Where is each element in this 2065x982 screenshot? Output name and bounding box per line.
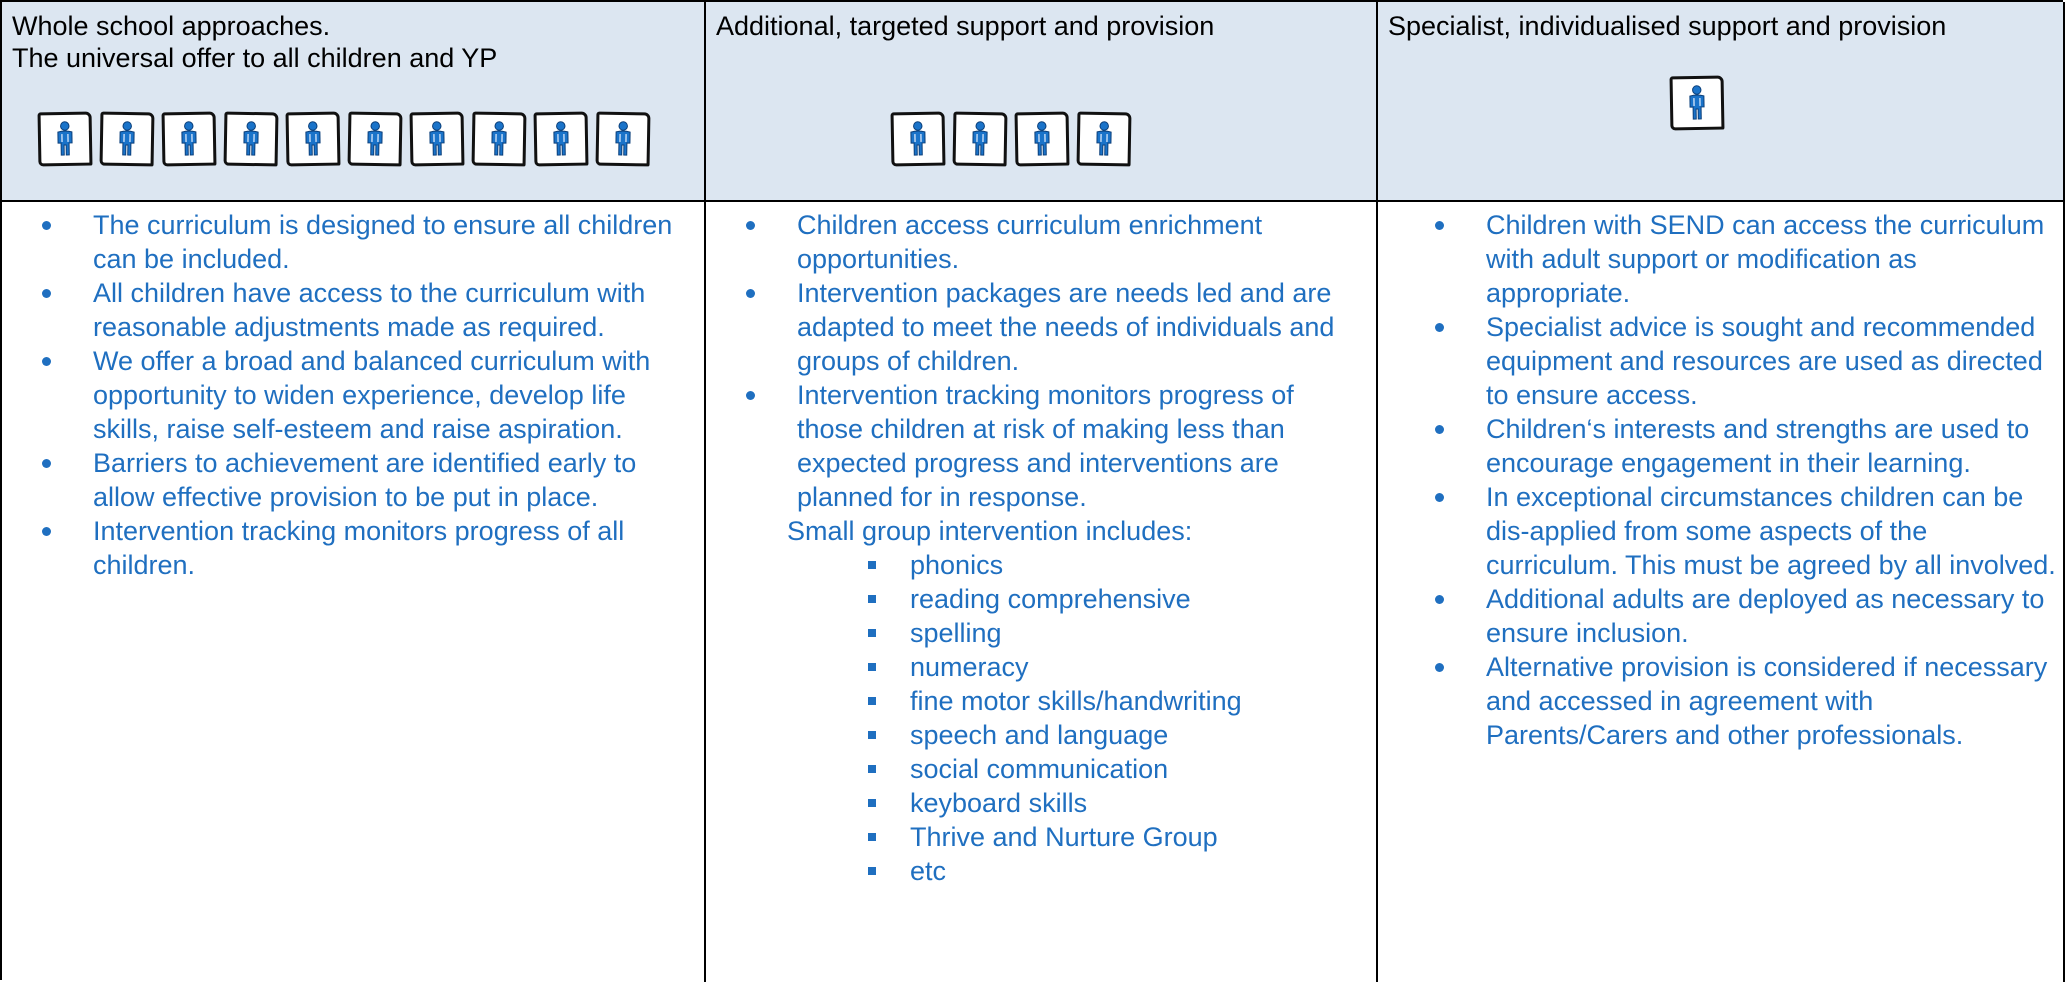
list-item [706,276,1366,378]
item-text: The curriculum is designed to ensure all children can be included. [93,210,672,274]
sub-item-text: speech and language [910,720,1168,750]
bullet-dot [42,527,51,536]
bullet-square [868,561,876,569]
sub-item-text: phonics [910,550,1003,580]
person-icon [410,112,465,167]
item-text: Alternative provision is considered if necessary and accessed in agreement with Parents/Carers and other professionals. [1486,652,2047,750]
bullet-dot [746,391,755,400]
list-item [2,208,692,276]
figure-row [891,112,1131,166]
bullet-square [868,765,876,773]
sub-list-item [706,752,1366,786]
sub-item-text: numeracy [910,652,1029,682]
sub-item-text: social communication [910,754,1168,784]
sub-list-item [706,582,1366,616]
sub-item-text: spelling [910,618,1002,648]
item-text: Specialist advice is sought and recommended equipment and resources are used as directed to ensure access. [1486,312,2043,410]
item-text: Children‘s interests and strengths are used to encourage engagement in their learning. [1486,414,2029,478]
bullet-dot [42,357,51,366]
item-text: Additional adults are deployed as necessary to ensure inclusion. [1486,584,2044,648]
bullet-dot [746,289,755,298]
bullet-dot [1435,663,1444,672]
item-text: All children have access to the curriculum with reasonable adjustments made as required. [93,278,645,342]
sub-list-item [706,854,1366,888]
sub-list-item [706,616,1366,650]
column-targeted-support [706,2,1378,982]
sub-item-text: fine motor skills/handwriting [910,686,1242,716]
person-icon [162,112,217,167]
column-body [706,202,1376,982]
sub-list-item [706,684,1366,718]
list-item [706,208,1366,276]
column-whole-school [2,2,706,982]
list-item [1378,582,2058,650]
title-line: The universal offer to all children and YP [12,42,497,74]
column-header [706,2,1376,202]
item-text: We offer a broad and balanced curriculum with opportunity to widen experience, develop life skills, raise self-esteem and raise aspiration. [93,346,650,444]
bullet-dot [42,289,51,298]
bullet-square [868,595,876,603]
item-text: Children with SEND can access the curriculum with adult support or modification as appropriate. [1486,210,2044,308]
column-title [12,10,497,74]
bullet-square [868,663,876,671]
list-item [2,514,692,582]
provision-list [2,208,692,582]
column-specialist-support [1378,2,2065,982]
intervention-list [706,548,1366,888]
sub-list-item [706,718,1366,752]
list-item [1378,480,2058,582]
person-icon [224,112,279,167]
column-title [716,10,1214,42]
intervention-subheading: Small group intervention includes: [706,514,1366,548]
list-item [2,276,692,344]
list-item [1378,650,2058,752]
person-icon [891,112,946,167]
bullet-square [868,867,876,875]
provision-list [706,208,1366,514]
figure-row [1670,76,1724,130]
person-icon [1015,112,1070,167]
list-item [1378,310,2058,412]
bullet-dot [1435,425,1444,434]
sub-list-item [706,786,1366,820]
person-icon [1077,112,1132,167]
bullet-dot [1435,323,1444,332]
person-icon [534,112,589,167]
person-icon [38,112,93,167]
item-text: Intervention tracking monitors progress of all children. [93,516,624,580]
column-header [2,2,704,202]
person-icon [286,112,341,167]
bullet-square [868,697,876,705]
list-item [2,344,692,446]
bullet-square [868,629,876,637]
item-text: Barriers to achievement are identified early to allow effective provision to be put in place. [93,448,636,512]
person-icon [1670,76,1725,131]
bullet-square [868,799,876,807]
sub-item-text: Thrive and Nurture Group [910,822,1218,852]
person-icon [100,112,155,167]
bullet-square [868,731,876,739]
provision-list [1378,208,2058,752]
bullet-square [868,833,876,841]
item-text: Children access curriculum enrichment opportunities. [797,210,1262,274]
bullet-dot [42,459,51,468]
bullet-dot [1435,595,1444,604]
column-body [1378,202,2063,982]
list-item [1378,208,2058,310]
figure-row [38,112,650,166]
column-body [2,202,704,982]
title-line: Whole school approaches. [12,10,497,42]
column-title [1388,10,1946,42]
bullet-dot [1435,221,1444,230]
column-header [1378,2,2063,202]
sub-item-text: reading comprehensive [910,584,1191,614]
item-text: Intervention tracking monitors progress of those children at risk of making less than expected progress and interventions are planned for in response. [797,380,1294,512]
sub-list-item [706,650,1366,684]
title-line: Additional, targeted support and provision [716,10,1214,42]
person-icon [953,112,1008,167]
person-icon [472,112,527,167]
title-line: Specialist, individualised support and provision [1388,10,1946,42]
sub-list-item [706,820,1366,854]
list-item [2,446,692,514]
item-text: In exceptional circumstances children can be dis-applied from some aspects of the curriculum. This must be agreed by all involved. [1486,482,2056,580]
bullet-dot [746,221,755,230]
person-icon [348,112,403,167]
list-item [706,378,1366,514]
person-icon [596,112,651,167]
intervention-block [706,514,1366,888]
item-text: Intervention packages are needs led and are adapted to meet the needs of individuals and groups of children. [797,278,1334,376]
list-item [1378,412,2058,480]
sub-item-text: keyboard skills [910,788,1087,818]
sub-item-text: etc [910,856,946,886]
sub-list-item [706,548,1366,582]
bullet-dot [42,221,51,230]
bullet-dot [1435,493,1444,502]
